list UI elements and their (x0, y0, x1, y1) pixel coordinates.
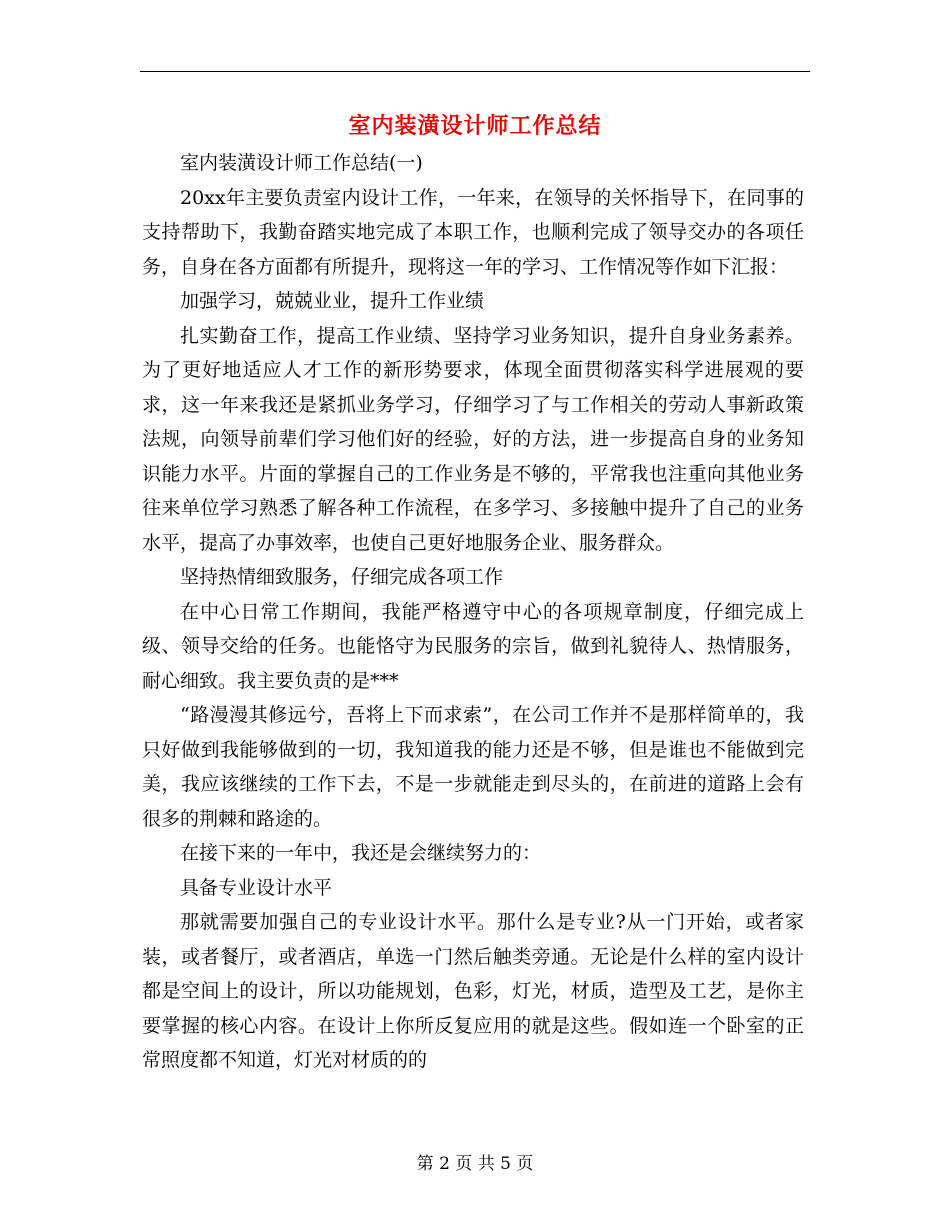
page-footer: 第 2 页 共 5 页 (416, 1154, 534, 1174)
section-heading: 坚持热情细致服务，仔细完成各项工作 (180, 566, 504, 588)
paragraph: 在接下来的一年中，我还是会继续努力的： (180, 842, 542, 864)
document-title: 室内装潢设计师工作总结 (348, 113, 602, 139)
document-body (142, 146, 804, 1078)
section-heading: 加强学习，兢兢业业，提升工作业绩 (180, 290, 485, 312)
paragraph: “路漫漫其修远兮，吾将上下而求索”，在公司工作并不是那样简单的，我只好做到我能够做到的一切，我知道我的能力还是不够，但是谁也不能做到完美，我应该继续的工作下去，不是一步就能走到尽头的，在前进的道路上会有很多的荆棘和路途的。 (142, 704, 804, 830)
header-rule (140, 71, 810, 72)
paragraph: 那就需要加强自己的专业设计水平。那什么是专业?从一门开始，或者家装，或者餐厅，或者酒店，单选一门然后触类旁通。无论是什么样的室内设计都是空间上的设计，所以功能规划，色彩，灯光，材质，造型及工艺，是你主要掌握的核心内容。在设计上你所反复应用的就是这些。假如连一个卧室的正常照度都不知道，灯光对材质的的 (142, 911, 804, 1071)
paragraph: 20xx年主要负责室内设计工作，一年来，在领导的关怀指导下，在同事的支持帮助下，我勤奋踏实地完成了本职工作，也顺利完成了领导交办的各项任务，自身在各方面都有所提升，现将这一年的学习、工作情况等作如下汇报： (142, 186, 804, 278)
paragraph: 扎实勤奋工作，提高工作业绩、坚持学习业务知识，提升自身业务素养。为了更好地适应人才工作的新形势要求，体现全面贯彻落实科学进展观的要求，这一年来我还是紧抓业务学习，仔细学习了与工作相关的劳动人事新政策法规，向领导前辈们学习他们好的经验，好的方法，进一步提高自身的业务知识能力水平。片面的掌握自己的工作业务是不够的，平常我也注重向其他业务往来单位学习熟悉了解各种工作流程，在多学习、多接触中提升了自己的业务水平，提高了办事效率，也使自己更好地服务企业、服务群众。 (142, 324, 804, 554)
section-heading: 具备专业设计水平 (180, 876, 333, 899)
paragraph-subtitle: 室内装潢设计师工作总结(一) (180, 152, 423, 174)
paragraph: 在中心日常工作期间，我能严格遵守中心的各项规章制度，仔细完成上级、领导交给的任务。也能恪守为民服务的宗旨，做到礼貌待人、热情服务，耐心细致。我主要负责的是*** (142, 600, 804, 692)
